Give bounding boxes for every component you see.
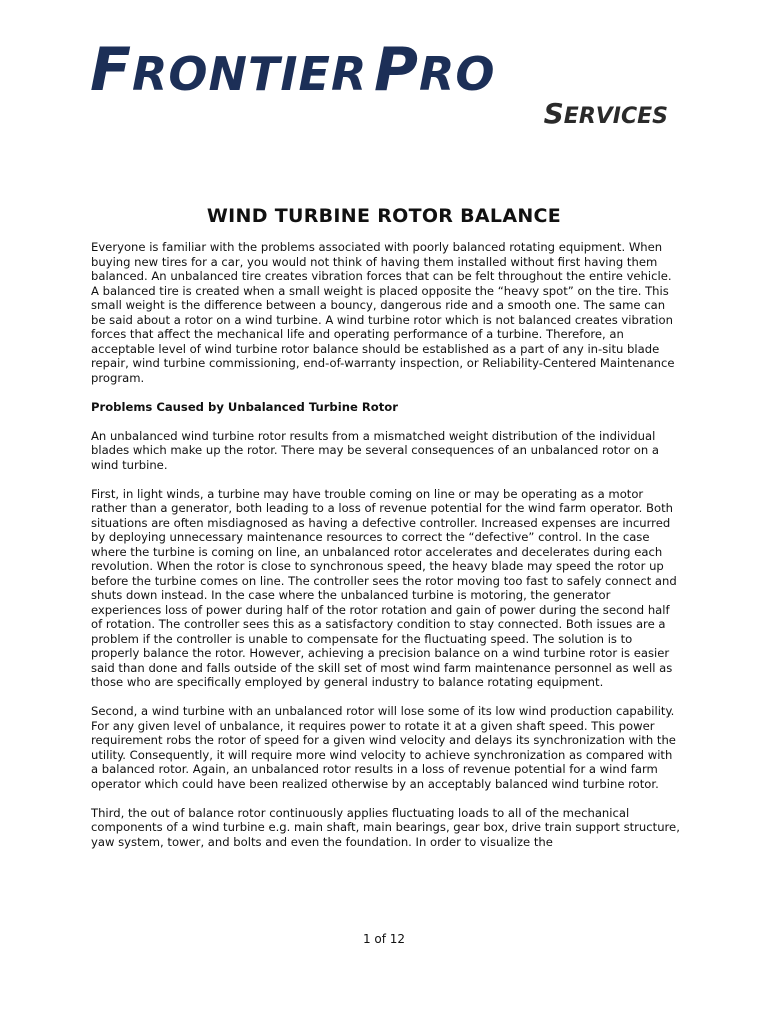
intro-paragraph: Everyone is familiar with the problems associated with poorly balanced rotating equipment. When buying new tires for a car, you would not think of having them installed without first having them balanced. An unbalanced tire creates vibration forces that can be felt throughout the entire vehicle. A balanced tire is created when a small weight is placed opposite the “heavy spot” on the tire. This small weight is the difference between a bouncy, dangerous ride and a smooth one. The same can be said about a rotor on a wind turbine. A wind turbine rotor which is not balanced creates vibration forces that affect the mechanical life and operating performance of a turbine. Therefore, an acceptable level of wind turbine rotor balance should be established as a part of any in-situ blade repair, wind turbine commissioning, end-of-warranty inspection, or Reliability-Centered Maintenance program. [91, 240, 675, 385]
section-heading: Problems Caused by Unbalanced Turbine Rotor [91, 399, 398, 414]
body-paragraph: Third, the out of balance rotor continuously applies fluctuating loads to all of the mechanical components of a wind turbine e.g. main shaft, main bearings, gear box, drive train support structure, yaw system, tower, and bolts and even the foundation. In order to visualize the [91, 805, 680, 849]
body-paragraph: An unbalanced wind turbine rotor results from a mismatched weight distribution of the individual blades which make up the rotor. There may be several consequences of an unbalanced rotor on a wind turbine. [91, 428, 659, 472]
document-body [91, 240, 681, 864]
logo-wordmark-frontier-pro: FRONTIER PRO [90, 35, 496, 105]
document-title: WIND TURBINE ROTOR BALANCE [206, 205, 562, 227]
body-paragraph: First, in light winds, a turbine may have trouble coming on line or may be operating as a motor rather than a generator, both leading to a loss of revenue potential for the wind farm operator. Both situations are often misdiagnosed as having a defective controller. Increased expenses are incurred by deploying unnecessary maintenance resources to correct the “defective” control. In the case where the turbine is coming on line, an unbalanced rotor accelerates and decelerates during each revolution. When the rotor is close to synchronous speed, the heavy blade may speed the rotor up before the turbine comes on line. The controller sees the rotor moving too fast to safely connect and shuts down instead. In the case where the unbalanced turbine is motoring, the generator experiences loss of power during half of the rotor rotation and gain of power during the second half of rotation. The controller sees this as a satisfactory condition to stay connected. Both issues are a problem if the controller is unable to compensate for the fluctuating speed. The solution is to properly balance the rotor. However, achieving a precision balance on a wind turbine rotor is easier said than done and falls outside of the skill set of most wind farm maintenance personnel as well as those who are specifically employed by general industry to balance rotating equipment. [91, 486, 677, 689]
logo-wordmark-services: SERVICES [543, 97, 668, 130]
page-number: 1 of 12 [362, 932, 406, 946]
body-paragraph: Second, a wind turbine with an unbalanced rotor will lose some of its low wind production capability. For any given level of unbalance, it requires power to rotate it at a given shaft speed. This power requirement robs the rotor of speed for a given wind velocity and delays its synchronization with the utility. Consequently, it will require more wind velocity to achieve synchronization as compared with a balanced rotor. Again, an unbalanced rotor results in a loss of revenue potential for a wind farm operator which could have been realized otherwise by an acceptably balanced wind turbine rotor. [91, 704, 676, 791]
company-logo [90, 35, 680, 135]
